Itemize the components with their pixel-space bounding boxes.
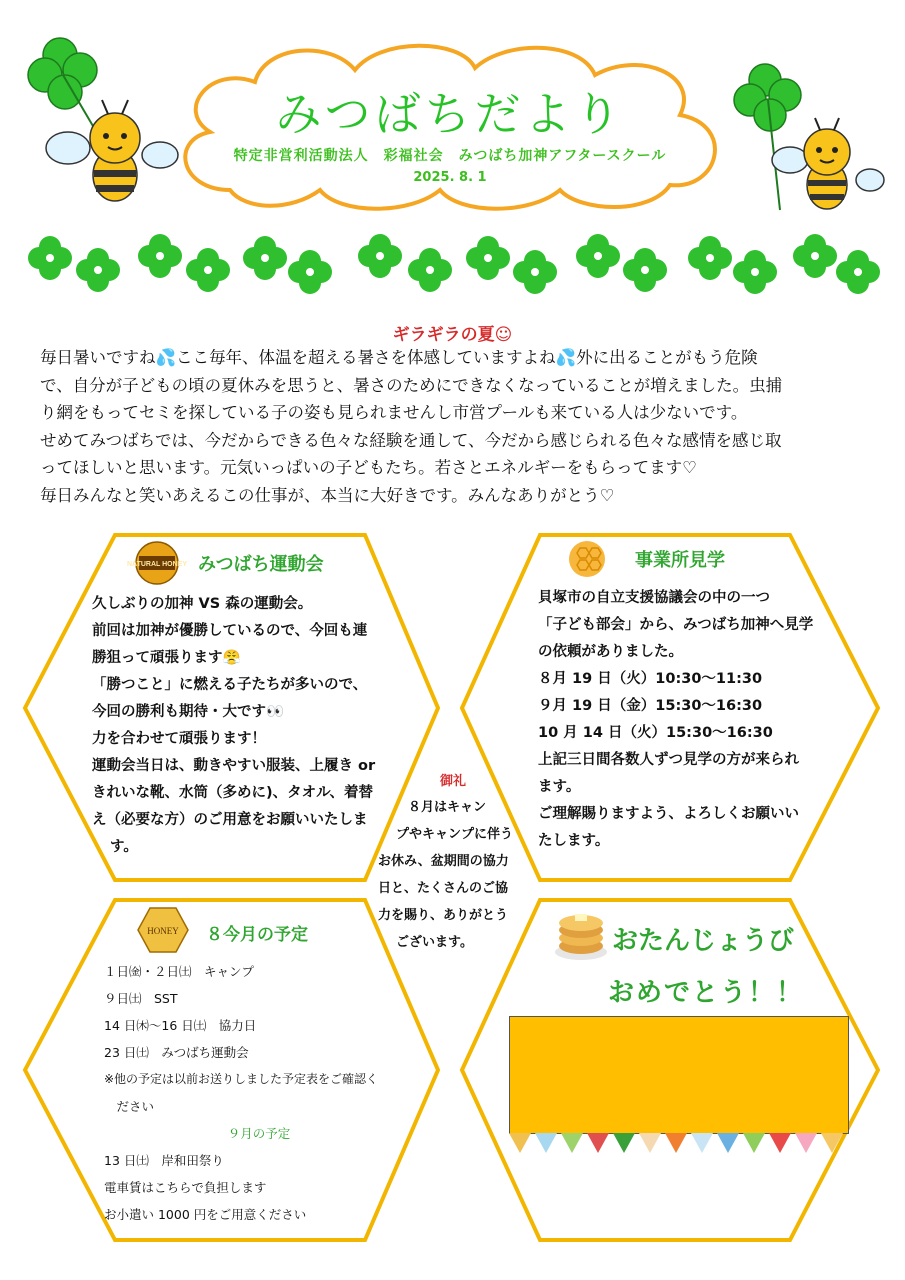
sports-line: きれいな靴、水筒（多めに)、タオル、着替 [92, 785, 373, 801]
schedule-line: 電車賃はこちらで負担します [104, 1180, 267, 1195]
thanks-line: ございます。 [396, 935, 473, 950]
intro-line: ってほしいと思います。元気いっぱいの子どもたち。若さとエネルギーをもらってます♡ [40, 458, 697, 477]
thanks-line: プやキャンプに伴う [396, 827, 514, 842]
visit-line: 「子ども部会」から、みつばち加神へ見学 [538, 617, 814, 633]
september-schedule-title: ９月の予定 [227, 1126, 291, 1141]
sports-line: 前回は加神が優勝しているので、今回も連 [92, 623, 368, 639]
sports-day-body [92, 591, 392, 861]
organization-name: 特定非営利活動法人 彩福社会 みつばち加神アフタースクール [233, 148, 667, 164]
birthday-name-box [509, 1016, 849, 1134]
honey-label-icon [137, 906, 189, 954]
schedule-line: １日㈮・２日㈯ キャンプ [104, 964, 255, 979]
visit-line: ８月 19 日（火）10:30～11:30 [538, 671, 763, 687]
sports-line: す。 [110, 839, 138, 855]
schedule-line: 13 日㈯ 岸和田祭り [104, 1153, 224, 1168]
intro-heading: ギラギラの夏☺ [392, 325, 513, 345]
badge-text: HONEY [147, 926, 179, 936]
visit-line: ます。 [538, 779, 581, 795]
visit-line: 10 月 14 日（火）15:30～16:30 [538, 725, 773, 741]
thanks-title: 御礼 [439, 774, 466, 789]
sports-line: え（必要な方）のご用意をお願いいたしま [92, 812, 368, 828]
visit-line: 貝塚市の自立支援協議会の中の一つ [538, 590, 770, 606]
honeycomb-icon [568, 540, 606, 578]
honey-badge-icon [126, 541, 188, 585]
schedule-line: ※他の予定は以前お送りしました予定表をご確認く [104, 1072, 379, 1086]
bee-clover-left-illustration [20, 30, 180, 200]
sports-line: 力を合わせて頑張ります！ [92, 731, 266, 747]
schedule-line: ９日㈯ SST [104, 991, 178, 1006]
issue-date: 2025. 8. 1 [413, 170, 487, 185]
sports-line: 「勝つこと」に燃える子たちが多いので、 [92, 677, 368, 693]
schedule-body [104, 958, 414, 1228]
bee-clover-right-illustration [735, 60, 885, 220]
intro-line: せめてみつばちでは、今だからできる色々な経験を通して、今だから感じられる色々な感情を感じ取 [40, 430, 782, 450]
schedule-line: 14 日㈭～16 日㈯ 協力日 [104, 1018, 257, 1033]
newsletter-title: みつばちだより [275, 87, 625, 141]
bunting-decoration [509, 1133, 847, 1155]
schedule-title: ８今月の予定 [206, 925, 308, 945]
badge-text: NATURAL HONEY [126, 561, 188, 568]
intro-line: 毎日暑いですね💦ここ毎年、体温を超える暑さを体感していますよね💦外に出ることがもう危険 [40, 348, 758, 367]
birthday-line-1: おたんじょうび [612, 926, 795, 956]
sports-line: 運動会当日は、動きやすい服装、上履き or [92, 758, 376, 774]
schedule-line: ださい [104, 1099, 155, 1114]
visit-line: 上記三日間各数人ずつ見学の方が来られ [538, 752, 799, 768]
intro-paragraph [40, 344, 870, 509]
sports-day-title: みつばち運動会 [198, 554, 324, 575]
visit-line: たします。 [538, 833, 610, 849]
thanks-line: ８月はキャン [408, 800, 487, 815]
intro-line: り網をもってセミを探している子の姿も見られませんし市営プールも来ている人は少ないです。 [40, 403, 748, 422]
schedule-line: お小遣い 1000 円をご用意ください [104, 1207, 307, 1222]
intro-line: 毎日みんなと笑いあえるこの仕事が、本当に大好きです。みんなありがとう♡ [40, 485, 615, 505]
pancake-icon [552, 906, 610, 964]
thanks-line: 力を賜り、ありがとう [378, 908, 509, 923]
intro-line: で、自分が子どもの頃の夏休みを思うと、暑さのためにできなくなっていることが増えました。虫捕 [40, 375, 783, 395]
sports-line: 勝狙って頑張ります😤 [92, 650, 241, 666]
thanks-line: 日と、たくさんのご協 [378, 881, 509, 896]
sports-line: 久しぶりの加神 VS 森の運動会。 [92, 596, 313, 612]
visit-line: の依頼がありました。 [538, 644, 683, 660]
visit-line: ご理解賜りますよう、よろしくお願いい [538, 806, 799, 822]
sports-line: 今回の勝利も期待・大です👀 [92, 704, 285, 720]
office-visit-title: 事業所見学 [635, 550, 725, 571]
visit-line: ９月 19 日（金）15:30～16:30 [538, 698, 763, 714]
office-visit-body [538, 585, 838, 855]
thanks-line: お休み、盆期間の協力 [378, 854, 509, 869]
birthday-line-2: おめでとう！！ [608, 978, 805, 1008]
schedule-line: 23 日㈯ みつばち運動会 [104, 1045, 249, 1060]
thanks-body [378, 794, 528, 956]
clover-border-decoration [20, 228, 880, 308]
